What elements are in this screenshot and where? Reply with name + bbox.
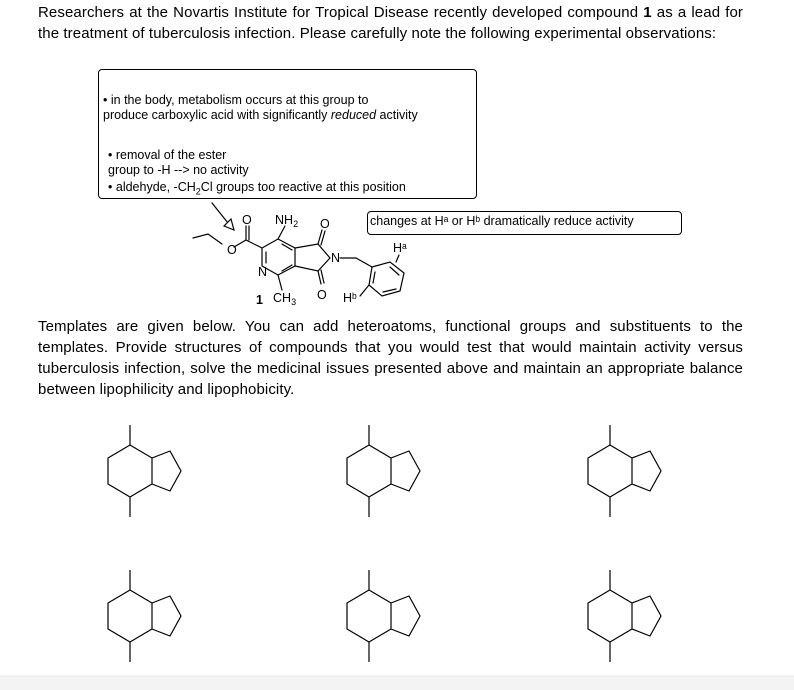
imide-bottom-oxygen-label: O — [317, 288, 327, 302]
methyl-label: $CH_3$ — [273, 291, 297, 307]
imide-nitrogen-label: N — [331, 251, 341, 265]
nh2-label: $NH_2$ — [275, 213, 299, 229]
imide-top-oxygen-label: O — [320, 217, 330, 231]
compound-label: 1 — [256, 293, 263, 307]
note-changes: changes at Hᵃ or Hᵇ dramatically reduce activity — [370, 214, 634, 228]
template-5[interactable] — [347, 570, 420, 662]
compound-number: 1 — [643, 4, 652, 21]
note-aldehyde: • aldehyde, $-CH_2Cl$ groups too reactive at this position — [108, 180, 406, 197]
template-6[interactable] — [588, 570, 661, 662]
ha-label: Hᵃ — [393, 241, 407, 255]
note-metabolism: • in the body, metabolism occurs at this group to produce carboxylic acid with significantly reduced activity — [103, 93, 418, 122]
template-1[interactable] — [108, 425, 181, 517]
note-removal: • removal of the ester group to -H --> no activity — [108, 148, 249, 177]
pyridine-nitrogen-label: N — [258, 265, 268, 279]
template-4[interactable] — [108, 570, 181, 662]
hb-label: Hᵇ — [343, 291, 357, 305]
intro-paragraph: Researchers at the Novartis Institute for Tropical Disease recently developed compound 1 as a lead for the treatment of tuberculosis infection. Please carefully note the following experimental observations: — [38, 4, 744, 42]
template-2[interactable] — [347, 425, 420, 517]
template-3[interactable] — [588, 425, 661, 517]
bottom-edge — [0, 675, 794, 690]
templates-paragraph: Templates are given below. You can add heteroatoms, functional groups and substituents to the templates. Provide structures of compounds that you would test that would maintain activity versus tuberculosis infection, solve the medicinal issues presented above and maintain an appropriate balance between lipophilicity and lipophobicity. — [38, 318, 743, 398]
carbonyl-oxygen-label: O — [242, 213, 252, 227]
ester-oxygen-label: O — [227, 243, 237, 257]
